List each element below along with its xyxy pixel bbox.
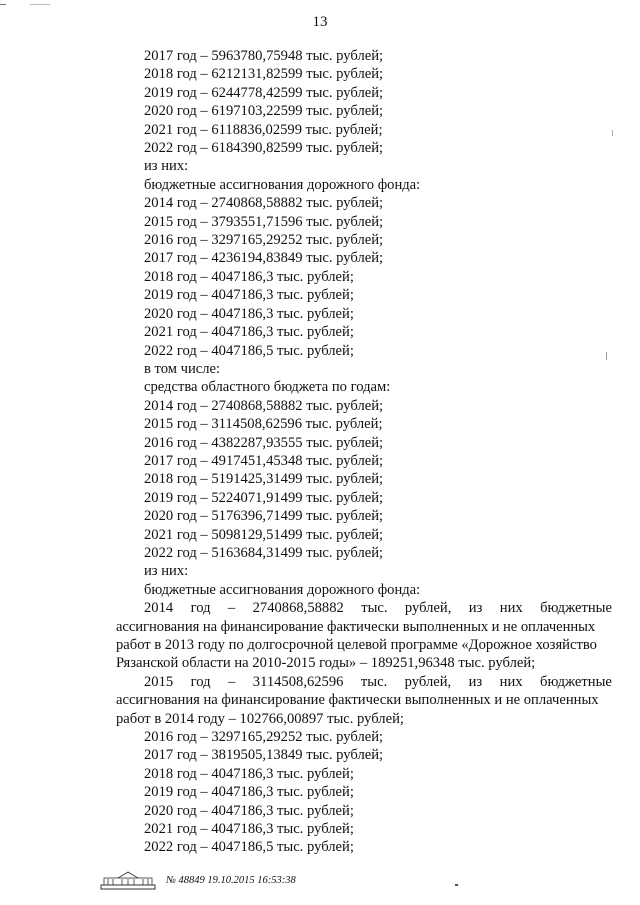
budget-line: 2021 год – 4047186,3 тыс. рублей; bbox=[144, 324, 354, 341]
word: 2740868,58882 bbox=[252, 600, 344, 617]
word: бюджетные bbox=[540, 673, 612, 690]
budget-line: из них: bbox=[144, 563, 189, 580]
word: 3114508,62596 bbox=[252, 673, 344, 690]
budget-line: 2018 год – 5191425,31499 тыс. рублей; bbox=[144, 471, 384, 488]
budget-line: в том числе: bbox=[144, 360, 221, 377]
budget-line: 2019 год – 6244778,42599 тыс. рублей; bbox=[144, 84, 384, 101]
budget-line: 2022 год – 5163684,31499 тыс. рублей; bbox=[144, 544, 384, 561]
budget-line: 2015 год – 3114508,62596 тыс. рублей; bbox=[144, 416, 383, 433]
budget-line: 2018 год – 6212131,82599 тыс. рублей; bbox=[144, 66, 384, 83]
word: тыс. bbox=[361, 600, 388, 617]
scan-mark bbox=[606, 352, 607, 360]
budget-line: 2017 год – 3819505,13849 тыс. рублей; bbox=[144, 747, 384, 764]
paragraph-2014-line-4: Рязанской области на 2010-2015 годы» – 189251,96348 тыс. рублей; bbox=[116, 655, 536, 672]
word: рублей, bbox=[404, 673, 452, 690]
budget-line: 2022 год – 4047186,5 тыс. рублей; bbox=[144, 839, 354, 856]
budget-line: 2018 год – 4047186,3 тыс. рублей; bbox=[144, 765, 354, 782]
budget-lines-block-1 bbox=[116, 47, 612, 599]
budget-line: 2021 год – 5098129,51499 тыс. рублей; bbox=[144, 526, 384, 543]
budget-line: 2019 год – 5224071,91499 тыс. рублей; bbox=[144, 489, 384, 506]
budget-line: 2021 год – 4047186,3 тыс. рублей; bbox=[144, 821, 354, 838]
paragraph-2015-line-1 bbox=[116, 673, 612, 691]
footer-stamp bbox=[100, 869, 296, 891]
budget-line: 2017 год – 4236194,83849 тыс. рублей; bbox=[144, 250, 384, 267]
budget-line: 2014 год – 2740868,58882 тыс. рублей; bbox=[144, 397, 384, 414]
word: рублей, bbox=[404, 600, 452, 617]
budget-line: 2014 год – 2740868,58882 тыс. рублей; bbox=[144, 195, 384, 212]
budget-line: 2017 год – 4917451,45348 тыс. рублей; bbox=[144, 452, 384, 469]
word: – bbox=[228, 673, 236, 690]
budget-line: средства областного бюджета по годам: bbox=[144, 379, 391, 396]
budget-line: бюджетные ассигнования дорожного фонда: bbox=[144, 581, 421, 598]
scan-mark bbox=[30, 4, 50, 5]
budget-line: 2019 год – 4047186,3 тыс. рублей; bbox=[144, 784, 354, 801]
budget-line: 2016 год – 4382287,93555 тыс. рублей; bbox=[144, 434, 384, 451]
word: них bbox=[499, 600, 523, 617]
page-number: 13 bbox=[312, 14, 328, 30]
budget-line: 2020 год – 4047186,3 тыс. рублей; bbox=[144, 802, 354, 819]
budget-line: 2020 год – 5176396,71499 тыс. рублей; bbox=[144, 508, 384, 525]
paragraph-2015 bbox=[116, 673, 612, 728]
paragraph-2014 bbox=[116, 599, 612, 673]
building-logo-icon bbox=[100, 870, 156, 890]
scan-mark bbox=[455, 884, 458, 886]
budget-line: из них: bbox=[144, 158, 189, 175]
word: бюджетные bbox=[540, 600, 612, 617]
word: год bbox=[190, 673, 211, 690]
budget-line: 2021 год – 6118836,02599 тыс. рублей; bbox=[144, 121, 383, 138]
registration-stamp-text: № 48849 19.10.2015 16:53:38 bbox=[166, 874, 296, 886]
scan-mark bbox=[0, 4, 6, 5]
word: из bbox=[468, 600, 483, 617]
scan-mark bbox=[612, 130, 613, 136]
budget-line: 2019 год – 4047186,3 тыс. рублей; bbox=[144, 287, 354, 304]
paragraph-2014-line-2: ассигнования на финансирование фактически выполненных и не оплаченных bbox=[116, 618, 596, 635]
budget-line: 2016 год – 3297165,29252 тыс. рублей; bbox=[144, 729, 384, 746]
budget-line: 2020 год – 4047186,3 тыс. рублей; bbox=[144, 305, 354, 322]
budget-lines-block-2 bbox=[116, 728, 612, 857]
word: 2014 bbox=[144, 600, 174, 617]
document-body bbox=[116, 47, 612, 857]
budget-line: 2022 год – 6184390,82599 тыс. рублей; bbox=[144, 140, 384, 157]
budget-line: 2018 год – 4047186,3 тыс. рублей; bbox=[144, 268, 354, 285]
paragraph-2014-line-1 bbox=[116, 599, 612, 617]
word: тыс. bbox=[360, 673, 388, 690]
budget-line: бюджетные ассигнования дорожного фонда: bbox=[144, 176, 421, 193]
budget-line: 2022 год – 4047186,5 тыс. рублей; bbox=[144, 342, 354, 359]
word: 2015 bbox=[144, 673, 174, 690]
budget-line: 2020 год – 6197103,22599 тыс. рублей; bbox=[144, 103, 384, 120]
budget-line: 2016 год – 3297165,29252 тыс. рублей; bbox=[144, 232, 384, 249]
budget-line: 2017 год – 5963780,75948 тыс. рублей; bbox=[144, 48, 384, 64]
paragraph-2015-line-2: ассигнования на финансирование фактически выполненных и не оплаченных bbox=[116, 692, 599, 709]
word: из bbox=[468, 673, 483, 690]
paragraph-2015-line-3: работ в 2014 году – 102766,00897 тыс. рублей; bbox=[116, 710, 404, 727]
paragraph-2014-line-3: работ в 2013 году по долгосрочной целевой программе «Дорожное хозяйство bbox=[116, 637, 597, 653]
word: них bbox=[499, 673, 523, 690]
budget-line: 2015 год – 3793551,71596 тыс. рублей; bbox=[144, 213, 384, 230]
word: год bbox=[190, 600, 211, 617]
word: – bbox=[227, 600, 236, 617]
